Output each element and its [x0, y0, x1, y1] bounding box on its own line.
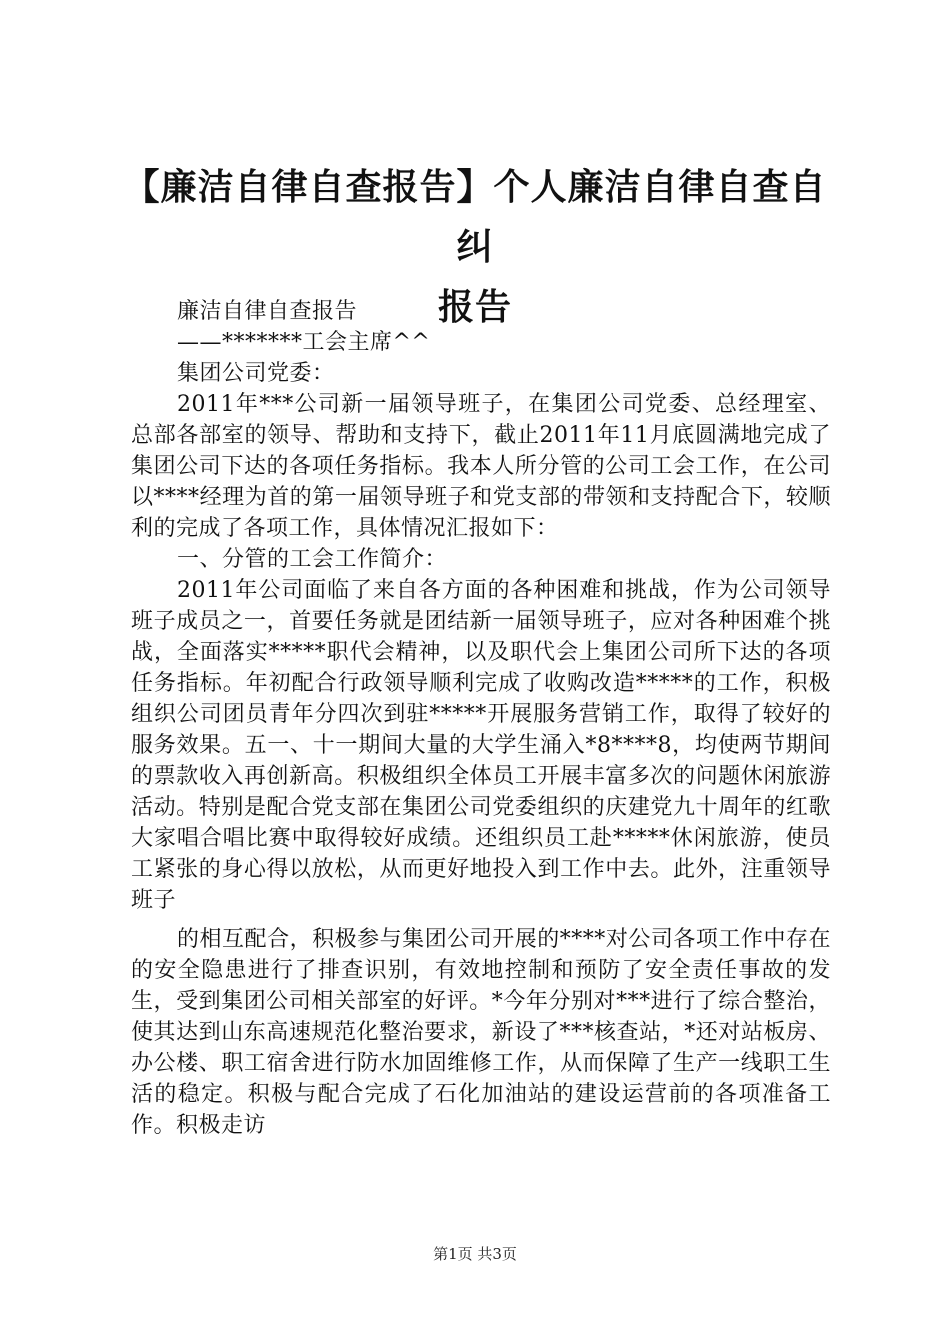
subtitle: 廉洁自律自查报告 — [177, 299, 358, 324]
title-line-1: 【廉洁自律自查报告】个人廉洁自律自查自纠 — [123, 167, 827, 268]
author-line: ——*******工会主席^^ — [177, 330, 431, 355]
body-paragraph: 2011年公司面临了来自各方面的各种困难和挑战，作为公司领导班子成员之一，首要任务就是团结新一届领导班子，应对各种困难个挑战，全面落实*****职代会精神，以及职代会上集团公司所下达的各项任务指标。年初配合行政领导顺利完成了收购改造*****的工作，积极组织公司团员青年分四次到驻*****开展服务营销工作，取得了较好的服务效果。五一、十一期间大量的大学生涌入*8****8，均使两节期间的票款收入再创新高。积极组织全体员工开展丰富多次的问题休闲旅游活动。特别是配合党支部在集团公司党委组织的庆建党九十周年的红歌大家唱合唱比赛中取得较好成绩。还组织员工赴*****休闲旅游，使员工紧张的身心得以放松，从而更好地投入到工作中去。此外，注重领导班子 — [131, 578, 831, 913]
page-footer: 第1页 共3页 — [433, 1245, 517, 1263]
salutation: 集团公司党委： — [177, 361, 335, 386]
body-paragraph: 2011年***公司新一届领导班子，在集团公司党委、总经理室、总部各部室的领导、帮助和支持下，截止2011年11月底圆满地完成了集团公司下达的各项任务指标。我本人所分管的公司工会工作，在公司以****经理为首的第一届领导班子和党支部的带领和支持配合下，较顺利的完成了各项工作，具体情况汇报如下： — [131, 392, 831, 541]
title-line-2: 报告 — [437, 287, 512, 328]
body-paragraph: 的相互配合，积极参与集团公司开展的****对公司各项工作中存在的安全隐患进行了排查识别，有效地控制和预防了安全责任事故的发生，受到集团公司相关部室的好评。*今年分别对***进行了综合整治，使其达到山东高速规范化整治要求，新设了***核查站，*还对站板房、办公楼、职工宿舍进行防水加固维修工作，从而保障了生产一线职工生活的稳定。积极与配合完成了石化加油站的建设运营前的各项准备工作。积极走访 — [131, 927, 831, 1138]
section-heading: 一、分管的工会工作简介： — [177, 547, 448, 572]
document-body — [131, 296, 831, 1141]
